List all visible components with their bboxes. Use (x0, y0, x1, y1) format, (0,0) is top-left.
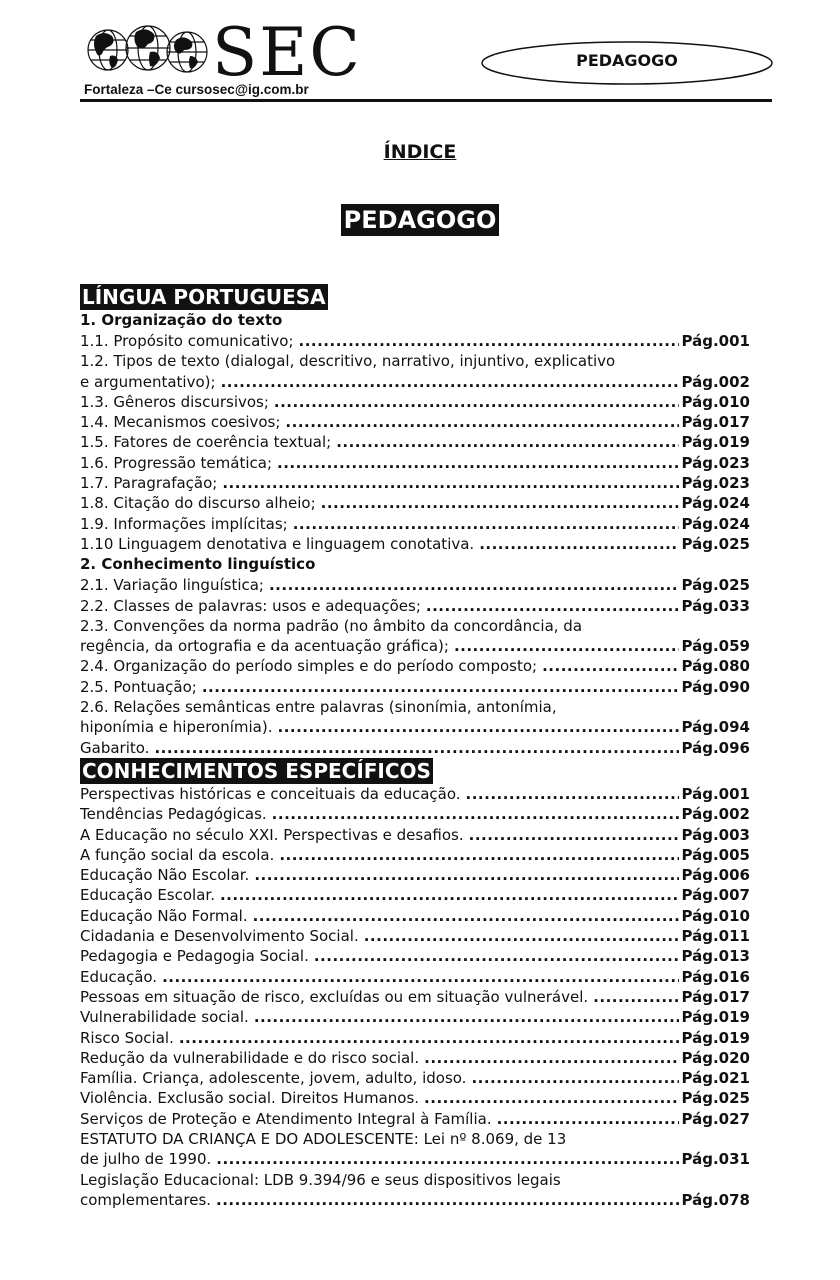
toc-entry (80, 534, 750, 554)
dot-leader (424, 1088, 678, 1108)
toc-entry (80, 987, 750, 1007)
toc-entry (80, 514, 750, 534)
toc-entry (80, 331, 750, 351)
dot-leader (469, 825, 679, 845)
toc-entry (80, 865, 750, 885)
toc-entry-text: de julho de 1990. (80, 1150, 212, 1169)
page-number: Pág.019 (681, 433, 750, 452)
toc-entry (80, 392, 750, 412)
dot-leader (336, 432, 678, 452)
page-number: Pág.010 (681, 906, 750, 925)
page-number: Pág.021 (681, 1069, 750, 1088)
page-header (0, 0, 840, 110)
dot-leader (269, 575, 679, 595)
toc-entry-text: 2.2. Classes de palavras: usos e adequações; (80, 596, 421, 615)
toc-entry-text: complementares. (80, 1190, 212, 1209)
dot-leader (216, 1190, 679, 1210)
dot-leader (542, 656, 678, 676)
toc-entry (80, 885, 750, 905)
toc-entry-text: e argumentativo); (80, 372, 216, 391)
toc-entry (80, 717, 750, 737)
contact-line: Fortaleza –Ce cursosec@ig.com.br (84, 82, 309, 97)
dot-leader (424, 1048, 678, 1068)
toc-entry-text: Serviços de Proteção e Atendimento Integral à Família. (80, 1109, 492, 1128)
toc-entry (80, 493, 750, 513)
table-of-contents (80, 284, 750, 1210)
page-number: Pág.002 (681, 372, 750, 391)
dot-leader (274, 392, 679, 412)
dot-leader (314, 946, 679, 966)
toc-entry-text: 2.4. Organização do período simples e do período composto; (80, 657, 538, 676)
toc-entry (80, 453, 750, 473)
toc-entry (80, 1007, 750, 1027)
section-heading: CONHECIMENTOS ESPECÍFICOS (82, 758, 431, 783)
toc-entry-text-line: Legislação Educacional: LDB 9.394/96 e seus dispositivos legais (80, 1170, 561, 1189)
page-number: Pág.031 (681, 1150, 750, 1169)
dot-leader (299, 331, 679, 351)
page-number: Pág.017 (681, 413, 750, 432)
toc-entry-text-line: 2.3. Convenções da norma padrão (no âmbito da concordância, da (80, 616, 583, 635)
page-number: Pág.090 (681, 677, 750, 696)
page-number: Pág.017 (681, 987, 750, 1006)
toc-entry-text: Família. Criança, adolescente, jovem, adulto, idoso. (80, 1069, 467, 1088)
dot-leader (202, 677, 679, 697)
toc-section (80, 758, 750, 1210)
dot-leader (220, 885, 679, 905)
page-number: Pág.023 (681, 453, 750, 472)
toc-entry (80, 596, 750, 616)
dot-leader (278, 717, 679, 737)
page-number: Pág.003 (681, 825, 750, 844)
toc-entry-text: 1.3. Gêneros discursivos; (80, 392, 269, 411)
page-number: Pág.007 (681, 886, 750, 905)
dot-leader (285, 412, 678, 432)
toc-entry (80, 636, 750, 656)
page-number: Pág.001 (681, 332, 750, 350)
dot-leader (154, 738, 678, 758)
dot-leader (479, 534, 678, 554)
page-number: Pág.023 (681, 474, 750, 493)
toc-entry-text: 2.1. Variação linguística; (80, 576, 264, 595)
page-number: Pág.059 (681, 637, 750, 656)
subsection-heading: 2. Conhecimento linguístico (80, 555, 316, 574)
toc-entry (80, 946, 750, 966)
toc-entry-text: 1.1. Propósito comunicativo; (80, 332, 294, 350)
toc-entry-text: Vulnerabilidade social. (80, 1008, 249, 1027)
toc-entry-text: 1.6. Progressão temática; (80, 453, 272, 472)
page-number: Pág.094 (681, 718, 750, 737)
toc-entry-text: A função social da escola. (80, 845, 275, 864)
page-number: Pág.096 (681, 738, 750, 757)
toc-entry-text: Educação Escolar. (80, 886, 215, 905)
dot-leader (179, 1028, 679, 1048)
page-number: Pág.002 (681, 805, 750, 824)
toc-entry (80, 575, 750, 595)
toc-entry-text: Redução da vulnerabilidade e do risco social. (80, 1048, 420, 1067)
dot-leader (593, 987, 678, 1007)
header-divider (80, 99, 772, 102)
toc-entry (80, 677, 750, 697)
toc-entry-text: Educação. (80, 967, 158, 986)
dot-leader (253, 906, 679, 926)
page-number: Pág.001 (681, 784, 750, 803)
page-number: Pág.033 (681, 596, 750, 615)
toc-entry-text: 1.5. Fatores de coerência textual; (80, 433, 332, 452)
toc-entry-text: A Educação no século XXI. Perspectivas e desafios. (80, 825, 464, 844)
page-number: Pág.013 (681, 947, 750, 966)
page-number: Pág.010 (681, 392, 750, 411)
toc-entry-text: Pedagogia e Pedagogia Social. (80, 947, 309, 966)
toc-entry (80, 1028, 750, 1048)
toc-entry-text: Cidadania e Desenvolvimento Social. (80, 927, 359, 946)
page-number: Pág.025 (681, 1089, 750, 1108)
dot-leader (454, 636, 679, 656)
toc-entry (80, 473, 750, 493)
dot-leader (364, 926, 679, 946)
page-number: Pág.005 (681, 845, 750, 864)
toc-entry (80, 656, 750, 676)
subsection-heading: 1. Organização do texto (80, 311, 283, 329)
page-number: Pág.020 (681, 1048, 750, 1067)
dot-leader (162, 967, 678, 987)
toc-entry-text: regência, da ortografia e da acentuação gráfica); (80, 637, 449, 656)
toc-entry-text: 2.5. Pontuação; (80, 677, 197, 696)
toc-entry-text: Tendências Pedagógicas. (80, 805, 267, 824)
header-course-label: PEDAGOGO (576, 51, 678, 70)
toc-entry-text: Risco Social. (80, 1028, 174, 1047)
page-number: Pág.080 (681, 657, 750, 676)
toc-entry-text: 1.4. Mecanismos coesivos; (80, 413, 281, 432)
toc-entry-text: 1.8. Citação do discurso alheio; (80, 494, 316, 513)
toc-section (80, 284, 750, 758)
toc-entry-text: 1.7. Paragrafação; (80, 474, 218, 493)
toc-entry-text: Educação Não Formal. (80, 906, 248, 925)
section-heading: LÍNGUA PORTUGUESA (82, 285, 326, 309)
page-number: Pág.019 (681, 1008, 750, 1027)
toc-entry (80, 825, 750, 845)
toc-entry (80, 1149, 750, 1169)
dot-leader (272, 804, 679, 824)
dot-leader (471, 1068, 678, 1088)
page-number: Pág.006 (681, 866, 750, 885)
page-number: Pág.025 (681, 576, 750, 595)
toc-entry-text: Violência. Exclusão social. Direitos Humanos. (80, 1089, 420, 1108)
toc-entry (80, 784, 750, 804)
toc-entry-text: hiponímia e hiperonímia). (80, 718, 273, 737)
dot-leader (279, 845, 678, 865)
brand-logo-text: SEC (212, 14, 362, 91)
toc-entry (80, 1048, 750, 1068)
toc-entry (80, 804, 750, 824)
toc-entry (80, 412, 750, 432)
toc-entry (80, 1190, 750, 1210)
page-number: Pág.019 (681, 1028, 750, 1047)
toc-entry-text-line: 2.6. Relações semânticas entre palavras (sinonímia, antonímia, (80, 698, 557, 717)
toc-entry (80, 926, 750, 946)
toc-entry-text-line: ESTATUTO DA CRIANÇA E DO ADOLESCENTE: Lei nº 8.069, de 13 (80, 1129, 567, 1148)
page-number: Pág.016 (681, 967, 750, 986)
toc-entry-text: Educação Não Escolar. (80, 866, 250, 885)
toc-entry-text: 1.10 Linguagem denotativa e linguagem conotativa. (80, 534, 475, 553)
main-title: PEDAGOGO (341, 204, 500, 236)
toc-entry (80, 1109, 750, 1129)
page-number: Pág.024 (681, 494, 750, 513)
page-number: Pág.024 (681, 514, 750, 533)
page-number: Pág.078 (681, 1190, 750, 1209)
toc-entry-text: Perspectivas históricas e conceituais da educação. (80, 784, 461, 803)
page-number: Pág.011 (681, 927, 750, 946)
page-number: Pág.025 (681, 534, 750, 553)
section-heading-wrap (80, 284, 750, 310)
dot-leader (293, 514, 679, 534)
toc-entry (80, 432, 750, 452)
dot-leader (254, 865, 678, 885)
toc-entry-text: Pessoas em situação de risco, excluídas ou em situação vulnerável. (80, 987, 589, 1006)
toc-entry (80, 1088, 750, 1108)
dot-leader (277, 453, 679, 473)
dot-leader (221, 372, 679, 392)
dot-leader (254, 1007, 679, 1027)
dot-leader (497, 1109, 679, 1129)
globe-logo-icon (86, 22, 210, 84)
toc-entry (80, 906, 750, 926)
dot-leader (466, 784, 679, 804)
toc-entry-text: Gabarito. (80, 738, 150, 757)
toc-entry-text: 1.9. Informações implícitas; (80, 514, 288, 533)
toc-entry (80, 1068, 750, 1088)
toc-entry (80, 372, 750, 392)
dot-leader (216, 1149, 678, 1169)
toc-entry (80, 967, 750, 987)
dot-leader (321, 493, 679, 513)
index-title: ÍNDICE (383, 141, 457, 163)
toc-entry (80, 738, 750, 758)
main-title-wrap (0, 204, 840, 236)
page-number: Pág.027 (681, 1109, 750, 1128)
dot-leader (426, 596, 679, 616)
toc-entry (80, 845, 750, 865)
section-heading-wrap (80, 758, 750, 784)
dot-leader (222, 473, 678, 493)
toc-entry-text-line: 1.2. Tipos de texto (dialogal, descritivo, narrativo, injuntivo, explicativo (80, 352, 616, 371)
